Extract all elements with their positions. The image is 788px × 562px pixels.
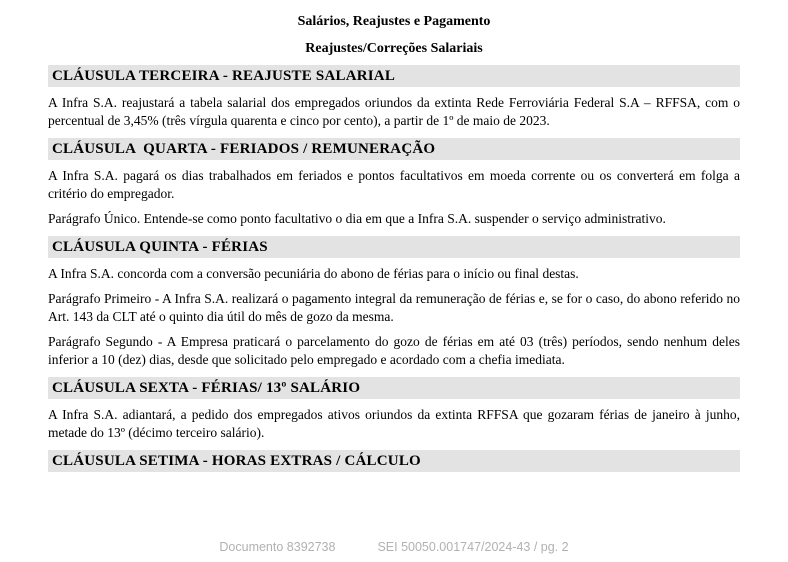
- clause-section-setima: [48, 450, 740, 472]
- clause-paragraph: Parágrafo Primeiro - A Infra S.A. realizará o pagamento integral da remuneração de férias e, se for o caso, do abono referido no Art. 143 da CLT até o quinto dia útil do mês de gozo da mesma.: [48, 291, 740, 324]
- clause-paragraph: A Infra S.A. adiantará, a pedido dos empregados ativos oriundos da extinta RFFSA que gozaram férias de janeiro à junho, metade do 13º (décimo terceiro salário).: [48, 407, 740, 440]
- clause-paragraph: Parágrafo Segundo - A Empresa praticará o parcelamento do gozo de férias em até 03 (três) períodos, sendo nenhum deles inferior a 10 (dez) dias, desde que solicitado pelo empregado e acordado com a chefia imediata.: [48, 334, 740, 367]
- clause-heading: CLÁUSULA TERCEIRA - REAJUSTE SALARIAL: [48, 65, 740, 87]
- clause-paragraph: A Infra S.A. reajustará a tabela salarial dos empregados oriundos da extinta Rede Ferroviária Federal S.A – RFFSA, com o percentual de 3,45% (três vírgula quarenta e cinco por cento), a partir de 1º de maio de 2023.: [48, 95, 740, 128]
- footer-sei-reference: SEI 50050.001747/2024-43 / pg. 2: [377, 540, 569, 554]
- clause-paragraph: A Infra S.A. pagará os dias trabalhados em feriados e pontos facultativos em moeda corrente ou os converterá em folga a critério do empregador.: [48, 168, 740, 201]
- footer-document-number: Documento 8392738: [219, 540, 336, 554]
- clause-section-quarta: [48, 138, 740, 228]
- clause-section-quinta: [48, 236, 740, 369]
- clause-section-sexta: [48, 377, 740, 442]
- clause-paragraph: A Infra S.A. concorda com a conversão pecuniária do abono de férias para o início ou final destas.: [48, 266, 579, 281]
- clause-heading: CLÁUSULA QUINTA - FÉRIAS: [48, 236, 740, 258]
- clause-section-terceira: [48, 65, 740, 130]
- page-footer: [0, 540, 788, 554]
- clause-paragraph: Parágrafo Único. Entende-se como ponto facultativo o dia em que a Infra S.A. suspender o serviço administrativo.: [48, 211, 666, 226]
- clause-heading: CLÁUSULA SEXTA - FÉRIAS/ 13º SALÁRIO: [48, 377, 740, 399]
- clause-heading: CLÁUSULA QUARTA - FERIADOS / REMUNERAÇÃO: [48, 138, 740, 160]
- document-content: [0, 14, 788, 472]
- document-title: Salários, Reajustes e Pagamento: [297, 14, 491, 29]
- document-subtitle: Reajustes/Correções Salariais: [305, 41, 483, 56]
- clause-heading: CLÁUSULA SETIMA - HORAS EXTRAS / CÁLCULO: [48, 450, 740, 472]
